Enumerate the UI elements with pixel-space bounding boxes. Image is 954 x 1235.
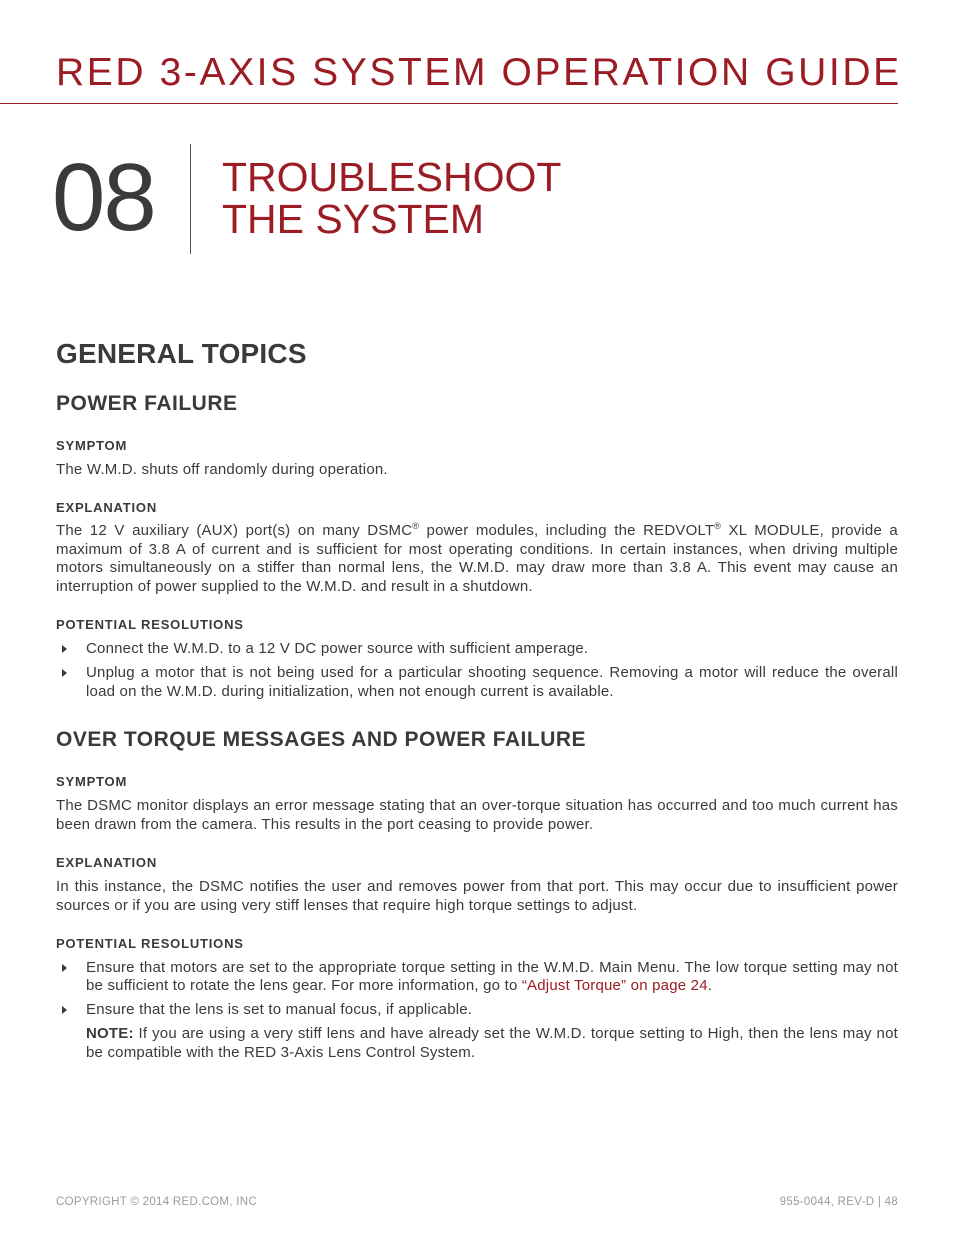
resolutions-list: [56, 640, 898, 701]
list-item-text: Ensure that motors are set to the appropriate torque setting in the W.M.D. Main Menu. The low torque setting may not be sufficient to rotate the lens gear. For more information, go to: [86, 958, 898, 995]
resolutions-label: POTENTIAL RESOLUTIONS: [56, 935, 244, 951]
symptom-label: SYMPTOM: [56, 438, 128, 453]
explanation-label: EXPLANATION: [56, 499, 158, 515]
chapter-title: [222, 156, 561, 240]
note-label: NOTE:: [86, 1024, 134, 1042]
topic-title: OVER TORQUE MESSAGES AND POWER FAILURE: [56, 728, 587, 752]
topic-power-failure: [56, 390, 898, 701]
list-item: [56, 1001, 898, 1020]
list-item-text: Connect the W.M.D. to a 12 V DC power source with sufficient amperage.: [86, 639, 589, 657]
list-item: [56, 640, 898, 659]
symptom-text: The W.M.D. shuts off randomly during operation.: [56, 461, 388, 478]
explanation-text: [56, 522, 898, 597]
symptom-label: SYMPTOM: [56, 774, 128, 790]
document-number-and-page: 955-0044, REV-D | 48: [779, 1196, 898, 1208]
adjust-torque-link[interactable]: “Adjust Torque” on page 24: [521, 977, 708, 995]
symptom-text: The DSMC monitor displays an error message stating that an over-torque situation has occurred and too much current has been drawn from the camera. This results in the port ceasing to provide power.: [56, 797, 898, 834]
explanation-part-1: The 12 V auxiliary (AUX) port(s) on many DSMC: [56, 521, 413, 539]
chapter-title-line-2: THE SYSTEM: [222, 196, 484, 242]
triangle-bullet-icon: [62, 645, 67, 653]
list-item-end: .: [707, 977, 713, 995]
resolutions-list: [56, 959, 898, 1020]
chapter-number: 08: [52, 144, 155, 251]
list-item: [56, 664, 898, 702]
resolutions-label: POTENTIAL RESOLUTIONS: [56, 616, 244, 632]
chapter-divider: [190, 144, 191, 254]
list-item-text: Ensure that the lens is set to manual focus, if applicable.: [86, 1001, 473, 1019]
page-header: [56, 50, 902, 96]
triangle-bullet-icon: [62, 964, 67, 972]
section-title: GENERAL TOPICS: [56, 338, 307, 369]
topic-title: POWER FAILURE: [56, 392, 238, 415]
registered-mark: ®: [412, 520, 420, 531]
main-content: [56, 336, 898, 1063]
triangle-bullet-icon: [62, 669, 67, 677]
header-rule: [0, 103, 898, 104]
list-item: [56, 959, 898, 997]
copyright: COPYRIGHT © 2014 RED.COM, INC: [56, 1196, 257, 1208]
registered-mark: ®: [714, 520, 722, 531]
explanation-part-2: power modules, including the REDVOLT: [419, 521, 715, 539]
chapter-title-line-1: TROUBLESHOOT: [222, 154, 562, 200]
document-title: RED 3-AXIS SYSTEM OPERATION GUIDE: [56, 51, 902, 94]
triangle-bullet-icon: [62, 1006, 67, 1014]
note-text: If you are using a very stiff lens and have already set the W.M.D. torque setting to High, then the lens may not be compatible with the RED 3-Axis Lens Control System.: [86, 1024, 898, 1061]
list-item-text: Unplug a motor that is not being used for a particular shooting sequence. Removing a motor will reduce the overall load on the W.M.D. during initialization, when not enough current is available.: [86, 663, 898, 700]
explanation-label: EXPLANATION: [56, 854, 158, 870]
topic-over-torque: [56, 726, 898, 1062]
explanation-text: In this instance, the DSMC notifies the user and removes power from that port. This may occur due to insufficient power sources or if you are using very stiff lenses that require high torque settings to adjust.: [56, 877, 898, 914]
explanation-part-3: XL MODULE, provide a maximum of 3.8 A of current and is sufficient for most operating conditions. In certain instances, when driving multiple motors simultaneously on a stiffer than normal lens, the W.M.D. may draw more than 3.8 A. This event may cause an interruption of power supplied to the W.M.D. and result in a shutdown.: [56, 521, 898, 596]
note: [56, 1025, 898, 1063]
